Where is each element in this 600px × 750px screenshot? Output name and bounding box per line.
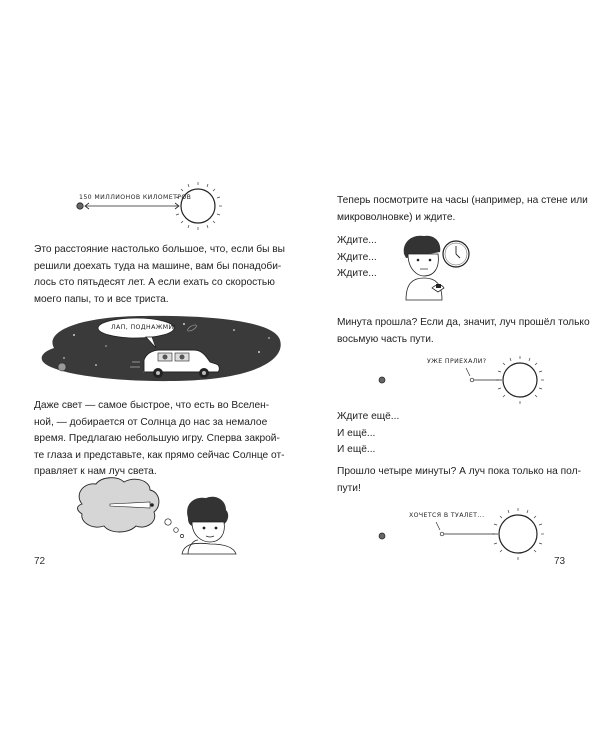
earth-icon — [379, 377, 385, 383]
text-line: те глаза и представьте, как прямо сейчас Солнце от- — [34, 449, 285, 461]
text-line: восьмую часть пути. — [337, 333, 434, 345]
text-line: Ждите... — [337, 251, 377, 263]
text-line: микроволновке) и ждите. — [337, 211, 456, 223]
page-number-left: 72 — [34, 556, 46, 567]
light-ray-icon — [466, 368, 502, 382]
ray2-label: ХОЧЕТСЯ В ТУАЛЕТ... — [409, 512, 485, 519]
text-line: правляет к нам луч света. — [34, 466, 157, 478]
sun-icon — [492, 508, 544, 560]
text-line: ной, — добирается от Солнца до нас за немалое — [34, 416, 268, 428]
boy-icon — [404, 236, 444, 300]
text-line: Даже свет — самое быстрое, что есть во Вселен- — [34, 400, 270, 411]
text-line: лось сто пятьдесят лет. А если ехать со скоростью — [34, 277, 275, 289]
distance-label: 150 МИЛЛИОНОВ КИЛОМЕТРОВ — [79, 194, 192, 201]
sun-icon — [496, 356, 544, 404]
text-line: пути! — [337, 482, 361, 494]
car-bubble-text: ЛАП, ПОДНАЖМИ! — [111, 324, 177, 331]
text-line: Ждите ещё... — [337, 411, 400, 422]
text-line: время. Предлагаю небольшую игру. Сперва закрой- — [34, 433, 280, 445]
light-ray-halfway-illustration — [372, 500, 552, 562]
text-line: моего папы, то и все триста. — [34, 293, 169, 305]
text-line: Ждите... — [337, 268, 377, 280]
paragraph-clock — [337, 193, 588, 226]
text-line: Ждите... — [337, 235, 377, 246]
text-line: Прошло четыре минуты? А луч пока только на пол- — [337, 466, 581, 477]
ray1-label: УЖЕ ПРИЕХАЛИ? — [427, 358, 487, 365]
text-line: решили доехать туда на машине, вам бы понадоби- — [34, 260, 282, 272]
text-line: Минута прошла? Если да, значит, луч прошёл только — [337, 317, 590, 328]
page-number-right: 73 — [554, 556, 566, 567]
text-line: И ещё... — [337, 444, 376, 456]
light-ray-icon — [436, 522, 498, 536]
text-line: Теперь посмотрите на часы (например, на стене или — [337, 195, 588, 206]
earth-icon — [379, 533, 385, 539]
text-line: Это расстояние настолько большое, что, если бы вы — [34, 244, 285, 255]
text-line: И ещё... — [337, 427, 376, 439]
wait-more-lines — [337, 409, 437, 459]
clock-icon — [443, 241, 469, 267]
boy-with-clock-illustration — [402, 232, 472, 300]
paragraph-minute — [337, 315, 590, 348]
paragraph-four-minutes — [337, 464, 581, 497]
